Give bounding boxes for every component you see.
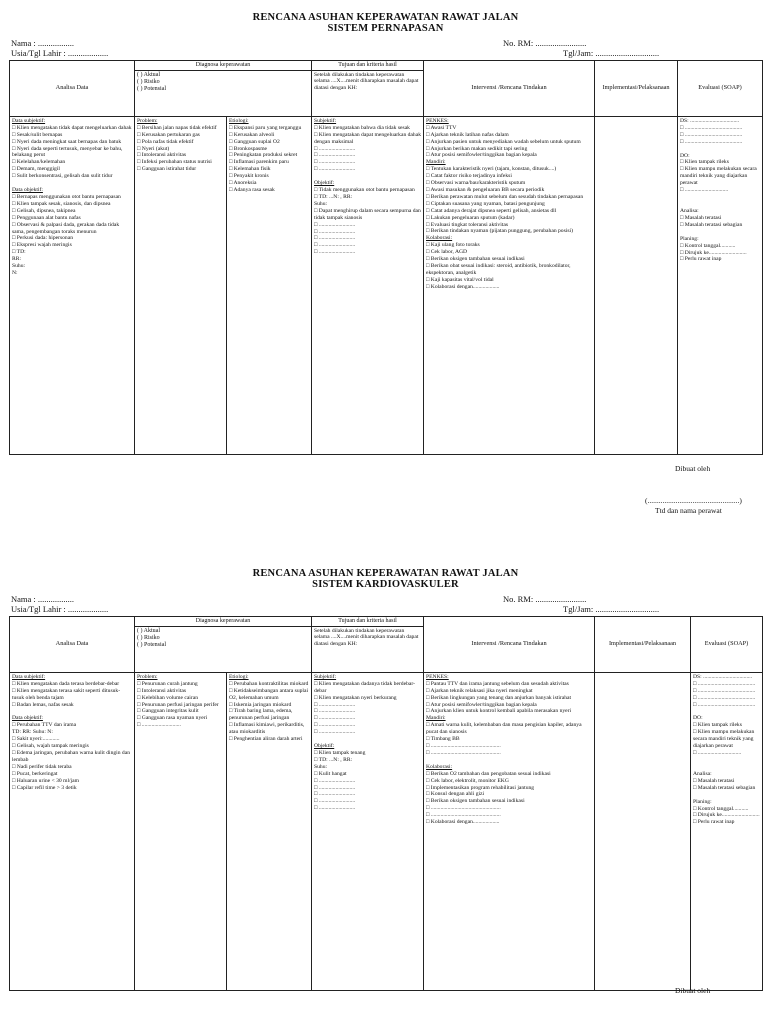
spacer xyxy=(680,194,760,201)
checklist-item[interactable]: □ Klien mengatakan terasa sakit seperti ditusuk-tusuk oleh benda tajam xyxy=(12,687,121,701)
usia-field: Usia/Tgl Lahir : ................... xyxy=(11,48,109,58)
checklist-item[interactable]: □ Berikan oksigen tambahan sesuai indikasi xyxy=(426,798,525,805)
checklist-item[interactable]: □ Nyeri dada seperti tertusuk, menyebar ke bahu, belakang perut xyxy=(12,145,123,159)
checklist-item[interactable]: □ .......................... xyxy=(314,715,356,722)
checklist-item[interactable]: □ .................................................. xyxy=(426,812,501,819)
checklist-item[interactable]: Suhu: xyxy=(12,263,26,270)
header-evaluasi: Evaluasi (SOAP) xyxy=(691,617,763,673)
title-line-1: RENCANA ASUHAN KEPERAWATAN RAWAT JALAN xyxy=(252,568,519,579)
checklist-item[interactable]: □ .......................... xyxy=(314,249,356,256)
checklist-item[interactable]: □ Klien mengatakan tidak dapat mengeluarkan dahak xyxy=(12,124,132,131)
checklist-item[interactable]: □ .......................... xyxy=(314,152,356,159)
checklist-item[interactable]: □ Masalah teratasi xyxy=(693,777,735,784)
checklist-item[interactable]: □ Kerusakan alveoli xyxy=(229,131,275,138)
checklist-item[interactable]: □ Observasi warna/bau/karakteristik sputum xyxy=(426,180,526,187)
checklist-item[interactable]: □ Edema jaringan, perubahan warna kulit dingin dan lembab xyxy=(12,749,131,763)
header-analisa: Analisa Data xyxy=(10,617,135,673)
checklist-item[interactable]: □ Kelebihan volume cairan xyxy=(137,694,199,701)
checklist-item[interactable]: Analisa: xyxy=(693,770,712,777)
header-implementasi: Implementasi/Pelaksanaan xyxy=(595,61,678,117)
section-heading: Data objektif: xyxy=(12,715,43,722)
checklist-item[interactable]: □ Bronkospasme xyxy=(229,145,268,152)
checklist-item[interactable]: □ Klien mengatakan dapat mengeluarkan dahak dengan maksimal xyxy=(314,131,421,145)
checklist-item[interactable]: □ Anjurkan berikan makan sedikit tapi sering xyxy=(426,145,528,152)
checklist-item[interactable]: □ .......................... xyxy=(314,228,356,235)
section-heading: Etiologi: xyxy=(229,673,249,680)
section-heading: PENKES: xyxy=(426,117,449,124)
checklist-item[interactable]: □ Masalah teratasi xyxy=(680,214,722,221)
checklist-item[interactable]: □ Penggunaan alat bantu nafas xyxy=(12,214,81,221)
spacer xyxy=(693,792,760,799)
checklist-item[interactable]: □ Anjurkan pasien untuk menyediakan wadah sebelum untuk sputum xyxy=(426,138,581,145)
intervensi-cell xyxy=(424,116,595,454)
checklist-item[interactable]: □ .......................... xyxy=(314,235,356,242)
checklist-item[interactable]: □ Catat faktor risiko terjadinya infeksi xyxy=(426,173,512,180)
problem-cell xyxy=(135,116,227,454)
header-intervensi: Intervensi /Rencana Tindakan xyxy=(424,617,595,673)
diagnosa-options xyxy=(135,70,312,116)
checklist-item[interactable]: □ ......................................... xyxy=(680,138,743,145)
checklist-item[interactable]: □ Klien mengatakan bahwa dia tidak sesak xyxy=(314,124,410,131)
checklist-item[interactable]: □ Penghentian aliran darah arteri xyxy=(229,736,303,743)
checklist-item[interactable]: □ Bersihan jalan napas tidak efektif xyxy=(137,124,217,131)
section-heading: Problem: xyxy=(137,673,158,680)
checklist-item[interactable]: □ Anoreksia xyxy=(229,180,257,187)
section-heading: Objektif: xyxy=(314,180,335,187)
etiologi-cell xyxy=(227,672,312,990)
care-plan-table xyxy=(9,60,763,455)
implementasi-cell[interactable] xyxy=(595,672,691,990)
ttd-label: Ttd dan nama perawat xyxy=(655,506,722,515)
checklist-item[interactable]: □ Implementasikan program rehabilitasi jantung xyxy=(426,784,535,791)
checklist-item[interactable]: □ Berikan perawatan mulut sebelum dan sesudah tindakan pernapasan xyxy=(426,193,584,200)
checklist-item[interactable]: □ Gelisah, wajah tampak meringis xyxy=(12,743,89,750)
checklist-item[interactable]: □ Kontrol tanggal........... xyxy=(693,805,749,812)
option-potensial[interactable]: ( ) Potensial xyxy=(137,85,166,92)
intervensi-cell xyxy=(424,672,595,990)
checklist-item[interactable]: □ Observasi & palpasi dada, gerakan dada tidak sama, pengembangan toraks menurun xyxy=(12,221,120,235)
header-evaluasi: Evaluasi (SOAP) xyxy=(678,61,763,117)
checklist-item[interactable]: □ Kelemahan fisik xyxy=(229,166,271,173)
checklist-item[interactable]: □ Gangguan rasa nyaman nyeri xyxy=(137,715,208,722)
checklist-item[interactable]: DS: ................................... xyxy=(680,117,740,124)
form-kardiovaskuler xyxy=(9,568,762,995)
problem-cell xyxy=(135,672,227,990)
dibuat-oleh: Dibuat oleh xyxy=(675,986,711,995)
section-heading: PENKES: xyxy=(426,673,449,680)
checklist-item[interactable]: □ Kontrol tanggal........... xyxy=(680,242,736,249)
checklist-item[interactable]: □ Gangguan istirahat tidur xyxy=(137,166,197,173)
checklist-item[interactable]: □ Sesak/sulit bernapas xyxy=(12,131,63,138)
checklist-item[interactable]: □ .......................... xyxy=(314,791,356,798)
spacer xyxy=(426,757,592,764)
checklist-item[interactable]: Suhu: xyxy=(314,763,328,770)
checklist-item[interactable]: □ Tirah baring lama, edema, penurunan perfusi jaringan xyxy=(229,708,293,722)
form-title xyxy=(9,12,762,34)
usia-field: Usia/Tgl Lahir : ................... xyxy=(11,604,109,614)
spacer xyxy=(680,146,760,153)
checklist-item[interactable]: □ Cek labor, elektrolit, monitor EKG xyxy=(426,777,509,784)
checklist-item[interactable]: □ Klien tampak rileks xyxy=(693,722,742,729)
checklist-item[interactable]: □ TD: ...N: , RR: xyxy=(314,193,353,200)
section-heading: Problem: xyxy=(137,117,158,124)
checklist-item[interactable]: □ ............................ xyxy=(137,722,181,729)
section-heading: Data objektif: xyxy=(12,187,43,194)
evaluasi-cell xyxy=(691,672,763,990)
checklist-item[interactable]: Analisa: xyxy=(680,207,699,214)
evaluasi-cell xyxy=(678,116,763,454)
checklist-item[interactable]: □ Nyeri (akut) xyxy=(137,145,170,152)
checklist-item[interactable]: □ Adanya rasa sesak xyxy=(229,186,275,193)
checklist-item[interactable]: □ Klien tampak sesak, sianosis, dan dipsnea xyxy=(12,200,111,207)
checklist-item[interactable]: □ Intoleransi aktivitas xyxy=(137,152,187,159)
section-heading: Subjektif: xyxy=(314,673,337,680)
checklist-item[interactable]: □ Klien tampak rileks xyxy=(680,159,729,166)
diagnosa-options xyxy=(135,626,312,672)
checklist-item[interactable]: □ Pola nafas tidak efektif xyxy=(137,138,194,145)
checklist-item[interactable]: □ Nyeri dada meningkat saat bernapas dan batuk xyxy=(12,138,122,145)
checklist-item[interactable]: □ ......................................... xyxy=(680,124,743,131)
analisa-cell xyxy=(10,116,135,454)
spacer xyxy=(680,229,760,236)
option-risiko[interactable]: ( ) Risiko xyxy=(137,634,160,641)
checklist-item[interactable]: □ Kaji kapasitas vital/vol tidal xyxy=(426,276,494,283)
checklist-item[interactable]: □ Klien mengatakan dadanya tidak berdebar-debar xyxy=(314,680,415,694)
checklist-item[interactable]: □ .......................... xyxy=(314,242,356,249)
checklist-item[interactable]: □ Berikan obat sesuai indikasi: steroid, antibiotik, bronkodilator, ekspektoran, analgetik xyxy=(426,262,571,276)
header-implementasi: Implementasi/Pelaksanaan xyxy=(595,617,691,673)
signature-line: (.................................................) xyxy=(645,496,742,505)
checklist-item[interactable]: □ Perkusi dada: hipersonan xyxy=(12,235,74,242)
title-line-2: SISTEM PERNAPASAN xyxy=(327,23,444,34)
checklist-item[interactable]: □ Inflamasi kimiawi, perikarditis, atau miokarditis xyxy=(229,722,305,736)
form-pernapasan xyxy=(9,12,762,515)
checklist-item[interactable]: □ Ekspresi wajah meringis xyxy=(12,242,72,249)
checklist-item[interactable]: □ Dapat menghirup dalam secara sempurna dan tidak tampak sianosis xyxy=(314,207,421,221)
checklist-item[interactable]: □ .......................... xyxy=(314,722,356,729)
checklist-item[interactable]: □ Intoleransi aktivitas xyxy=(137,687,187,694)
checklist-item[interactable]: □ Demam, menggigil xyxy=(12,166,60,173)
checklist-item[interactable]: □ Pantau TTV dan irama jantung sebelum dan sesudah aktivitas xyxy=(426,680,569,687)
checklist-item[interactable]: □ Konsul dengan ahli gizi xyxy=(426,791,485,798)
checklist-item[interactable]: □ Ajarkan teknik latihan nafas dalam xyxy=(426,131,509,138)
checklist-item[interactable]: □ Infeksi perubahan status nutrisi xyxy=(137,159,212,166)
spacer xyxy=(693,708,760,715)
checklist-item[interactable]: □ Anjurkan klien untuk kontrol kembali apabila merasakan nyeri xyxy=(426,708,572,715)
checklist-item[interactable]: □ Kaji ulang foto toraks xyxy=(426,242,480,249)
patient-meta xyxy=(9,594,762,616)
checklist-item[interactable]: □ .......................... xyxy=(314,701,356,708)
checklist-item[interactable]: □ .......................... xyxy=(314,777,356,784)
patient-meta xyxy=(9,38,762,60)
section-heading: Data subjektif: xyxy=(12,673,46,680)
checklist-item[interactable]: □ Evaluasi tingkat toleransi aktivitas xyxy=(426,221,508,228)
checklist-item[interactable]: □ .......................... xyxy=(314,145,356,152)
checklist-item[interactable]: Planing: xyxy=(680,235,699,242)
checklist-item[interactable]: □ Timbang BB xyxy=(426,736,460,743)
checklist-item[interactable]: □ Kolaborasi dengan................... xyxy=(426,283,500,290)
checklist-item[interactable]: □ Berikan tindakan nyaman (pijatan punggung, perubahan posisi) xyxy=(426,228,573,235)
checklist-item[interactable]: □ Peningkatan produksi sekret xyxy=(229,152,298,159)
section-heading: Mandiri: xyxy=(426,159,446,166)
checklist-item[interactable]: □ Klien mampu melakukan secara mandiri teknik yang diajarkan perawat xyxy=(680,166,757,187)
checklist-item[interactable]: □ .......................... xyxy=(314,805,356,812)
checklist-item[interactable]: □ Atur posisi semifowler/tinggikan bagian kepala xyxy=(426,701,537,708)
checklist-item[interactable]: □ Masalah teratasi sebagian xyxy=(680,221,743,228)
checklist-item[interactable]: □ Kolaborasi dengan................... xyxy=(426,819,500,826)
checklist-item[interactable]: □ .................................................. xyxy=(426,749,501,756)
checklist-item[interactable]: □ ......................................... xyxy=(693,680,756,687)
tgl-field: Tgl/Jam: .............................. xyxy=(563,604,660,614)
checklist-item[interactable]: □ Atur posisi semifowler/tinggikan bagian kepala xyxy=(426,152,537,159)
checklist-item[interactable]: □ .......................... xyxy=(314,159,356,166)
checklist-item[interactable]: □ Pucat, berkeringat xyxy=(12,770,58,777)
checklist-item[interactable]: □ Awasi TTV xyxy=(426,124,457,131)
section-heading: Subjektif: xyxy=(314,117,337,124)
checklist-item[interactable]: □ Ajarkan teknik relaksasi jika nyeri meningkat xyxy=(426,687,533,694)
tujuan-header-text: Setelah dilakukan tindakan keperawatan selama ....X....menit diharapkan masalah dapat diatasi dengan KH: xyxy=(312,626,424,672)
spacer xyxy=(693,764,760,771)
checklist-item[interactable]: □ Awasi masukan & pengeluaran BB secara periodik xyxy=(426,186,545,193)
checklist-item[interactable]: □ TD: xyxy=(12,249,26,256)
header-intervensi: Intervensi /Rencana Tindakan xyxy=(424,61,595,117)
checklist-item[interactable]: DO: xyxy=(693,715,703,722)
checklist-item[interactable]: □ ............................... xyxy=(680,187,729,194)
header-tujuan: Tujuan dan kriteria hasil xyxy=(312,617,424,627)
dibuat-oleh: Dibuat oleh xyxy=(675,464,711,473)
checklist-item[interactable]: □ Kerusakan pertukaran gas xyxy=(137,131,200,138)
section-heading: Kolaborasi: xyxy=(426,235,453,242)
checklist-item[interactable]: □ Perubahan kontraktilitas miokard xyxy=(229,680,309,687)
option-aktual[interactable]: ( ) Aktual xyxy=(137,627,160,634)
form-title xyxy=(9,568,762,590)
checklist-item[interactable]: □ Kelelahan/kelemahan xyxy=(12,159,66,166)
tujuan-cell xyxy=(312,116,424,454)
implementasi-cell[interactable] xyxy=(595,116,678,454)
checklist-item[interactable]: □ Klien tampak tenang xyxy=(314,749,366,756)
checklist-item[interactable]: □ Gangguan integritas kulit xyxy=(137,708,199,715)
norm-field: No. RM: ........................ xyxy=(503,594,587,604)
checklist-item[interactable]: □ Cek labor, AGD xyxy=(426,249,468,256)
title-line-1: RENCANA ASUHAN KEPERAWATAN RAWAT JALAN xyxy=(252,12,519,23)
checklist-item[interactable]: □ Kulit hangat xyxy=(314,770,347,777)
spacer xyxy=(693,757,760,764)
checklist-item[interactable]: □ Iskemia jaringan miokard xyxy=(229,701,292,708)
option-potensial[interactable]: ( ) Potensial xyxy=(137,641,166,648)
header-tujuan: Tujuan dan kriteria hasil xyxy=(312,61,424,71)
nama-field: Nama : ................. xyxy=(11,594,75,604)
section-heading: Etiologi: xyxy=(229,117,249,124)
checklist-item[interactable]: □ .......................... xyxy=(314,221,356,228)
checklist-item[interactable]: □ .......................... xyxy=(314,166,356,173)
tujuan-cell xyxy=(312,672,424,990)
checklist-item[interactable]: □ Sakit nyeri:............ xyxy=(12,736,60,743)
checklist-item[interactable]: □ .......................... xyxy=(314,708,356,715)
checklist-item[interactable]: □ Ekspansi paru yang terganggu xyxy=(229,124,302,131)
checklist-item[interactable]: □ Penyakit kronis xyxy=(229,173,269,180)
checklist-item[interactable]: □ Berikan oksigen tambahan sesuai indikasi xyxy=(426,256,525,263)
title-line-2: SISTEM KARDIOVASKULER xyxy=(312,579,459,590)
care-plan-table xyxy=(9,616,763,991)
checklist-item[interactable]: □ Badan lemas, nafas sesak xyxy=(12,701,74,708)
checklist-item[interactable]: □ Bernapas menggunakan otot bantu pernapasan xyxy=(12,193,121,200)
checklist-item[interactable]: □ TD: ...N: , RR: xyxy=(314,756,353,763)
checklist-item[interactable]: Planing: xyxy=(693,798,712,805)
checklist-item[interactable]: □ Lakukan pengeluaran sputum (kadar) xyxy=(426,214,515,221)
checklist-item[interactable]: □ .......................... xyxy=(314,784,356,791)
spacer xyxy=(314,736,421,743)
checklist-item[interactable]: □ Perubahan TTV dan irama xyxy=(12,722,77,729)
checklist-item[interactable]: □ Tentukan karakteristik nyeri (tajam, konstan, ditusuk....) xyxy=(426,166,557,173)
checklist-item[interactable]: □ Catat adanya derajat dipsnea seperti gelisah, ansietas dll xyxy=(426,207,557,214)
checklist-item[interactable]: □ ......................................... xyxy=(693,694,756,701)
spacer xyxy=(12,180,132,187)
checklist-item[interactable]: □ Penurunan curah jantung xyxy=(137,680,198,687)
checklist-item[interactable]: □ Nadi perifer tidak teraba xyxy=(12,763,72,770)
checklist-item[interactable]: □ .................................................. xyxy=(426,805,501,812)
header-diagnosa: Diagnosa keperawatan xyxy=(135,61,312,71)
section-heading: Mandiri: xyxy=(426,715,446,722)
checklist-item[interactable]: □ ............................... xyxy=(693,749,742,756)
checklist-item[interactable]: DS: ................................... xyxy=(693,673,753,680)
checklist-item[interactable]: □ .................................................. xyxy=(426,742,501,749)
checklist-item[interactable]: □ ......................................... xyxy=(693,701,756,708)
checklist-item[interactable]: □ Dirujuk ke........................... xyxy=(693,812,760,819)
checklist-item[interactable]: □ Inflamasi parenkim paru xyxy=(229,159,289,166)
etiologi-cell xyxy=(227,116,312,454)
checklist-item[interactable]: TD: RR: Suhu: N: xyxy=(12,729,53,736)
tgl-field: Tgl/Jam: .............................. xyxy=(563,48,660,58)
checklist-item[interactable]: □ Penurunan perfusi jaringan perifer xyxy=(137,701,219,708)
checklist-item[interactable]: □ Haluaran urine < 30 ml/jam xyxy=(12,777,79,784)
section-heading: Kolaborasi: xyxy=(426,763,453,770)
checklist-item[interactable]: □ Ciptakan suasana yang nyaman, batasi pengunjung xyxy=(426,200,545,207)
option-risiko[interactable]: ( ) Risiko xyxy=(137,78,160,85)
checklist-item[interactable]: □ Dirujuk ke........................... xyxy=(680,249,747,256)
checklist-item[interactable]: □ Ketidakseimbangan antara suplai O2, kelemahan umum xyxy=(229,687,309,701)
checklist-item[interactable]: □ Klien mampu melakukan secara mandiri teknik yang diajarkan perawat xyxy=(693,729,755,750)
checklist-item[interactable]: □ Perlu rawat inap xyxy=(680,256,722,263)
checklist-item[interactable]: Suhu: xyxy=(314,200,328,207)
checklist-item[interactable]: □ Amati warna kulit, kelembaban dan masa pengisian kapiler, adanya pucat dan sianosis xyxy=(426,722,582,736)
checklist-item[interactable]: RR: xyxy=(12,256,22,263)
checklist-item[interactable]: DO: xyxy=(680,152,690,159)
checklist-item[interactable]: □ Gelisah, dipsnea, takipnea xyxy=(12,207,76,214)
spacer xyxy=(680,201,760,208)
checklist-item[interactable]: □ Berikan lingkungan yang tenang dan anjurkan banyak istirahat xyxy=(426,694,572,701)
header-analisa: Analisa Data xyxy=(10,61,135,117)
norm-field: No. RM: ........................ xyxy=(503,38,587,48)
checklist-item[interactable]: □ Masalah teratasi sebagian xyxy=(693,784,756,791)
checklist-item[interactable]: □ Gangguan suplai O2 xyxy=(229,138,280,145)
section-heading: Objektif: xyxy=(314,743,335,750)
checklist-item[interactable]: □ ......................................... xyxy=(693,687,756,694)
checklist-item[interactable]: □ ......................................... xyxy=(680,131,743,138)
checklist-item[interactable]: □ Capilar refil time > 3 detik xyxy=(12,784,77,791)
checklist-item[interactable]: □ Perlu rawat inap xyxy=(693,819,735,826)
checklist-item[interactable]: □ Tidak menggunakan otot bantu pernapasan xyxy=(314,187,415,194)
checklist-item[interactable]: □ Berikan O2 tambahan dan pengobatan sesuai indikasi xyxy=(426,770,551,777)
tujuan-header-text: Setelah dilakukan tindakan keperawatan selama ....X....menit diharapkan masalah dapat diatasi dengan KH: xyxy=(312,70,424,116)
analisa-cell xyxy=(10,672,135,990)
checklist-item[interactable]: □ Klien mengatakan dada terasa berdebar-debar xyxy=(12,680,120,687)
option-aktual[interactable]: ( ) Aktual xyxy=(137,71,160,78)
checklist-item[interactable]: □ .......................... xyxy=(314,729,356,736)
nama-field: Nama : ................. xyxy=(11,38,75,48)
checklist-item[interactable]: N: xyxy=(12,269,18,276)
header-diagnosa: Diagnosa keperawatan xyxy=(135,617,312,627)
checklist-item[interactable]: □ Sulit berkonsentrasi, gelisah dan sulit tidur xyxy=(12,173,113,180)
checklist-item[interactable]: □ Klien mengatakan nyeri berkurang xyxy=(314,694,397,701)
checklist-item[interactable]: □ .......................... xyxy=(314,798,356,805)
section-heading: Data subjektif: xyxy=(12,117,46,124)
